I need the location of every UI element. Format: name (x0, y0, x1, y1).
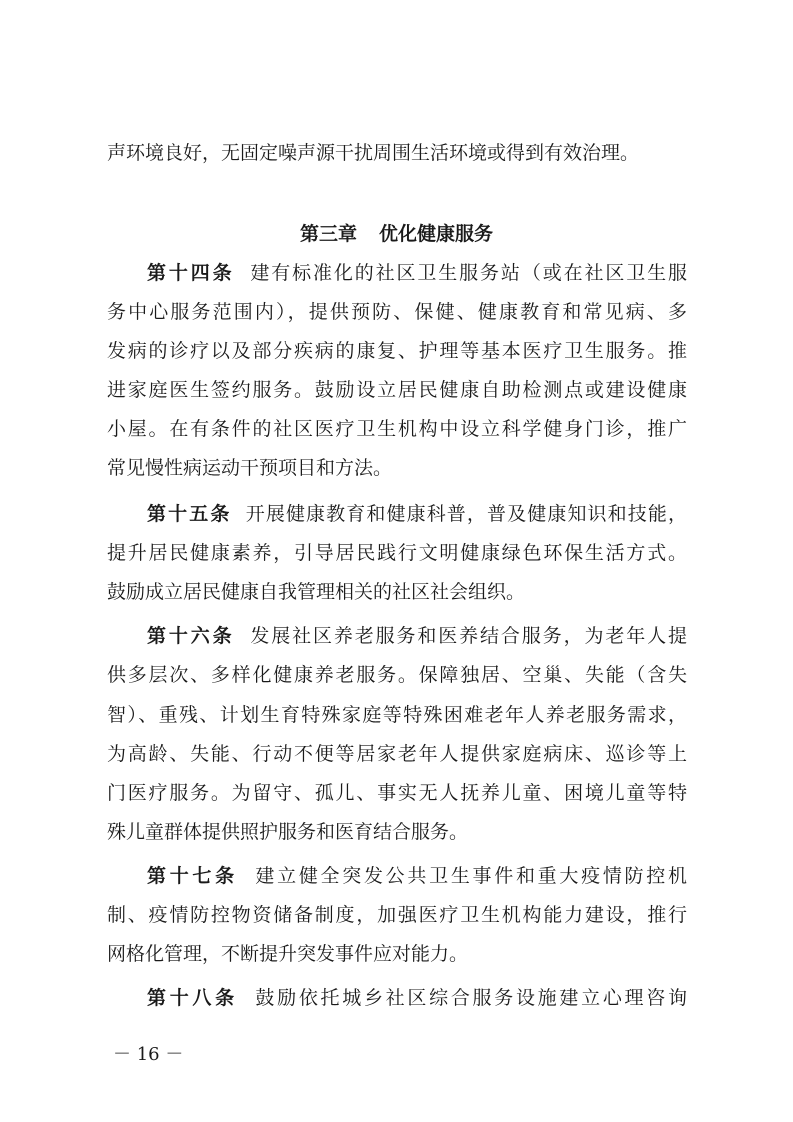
article-14-line-1 (147, 255, 687, 291)
article-15-line-3: 鼓励成立居民健康自我管理相关的社区社会组织。 (107, 581, 526, 603)
paragraph-continuation: 声环境良好，无固定噪声源干扰周围生活环境或得到有效治理。 (107, 142, 640, 164)
article-number: 第十八条 (147, 987, 238, 1009)
article-number: 第十四条 (147, 262, 235, 284)
article-text: 发展社区养老服务和医养结合服务，为老年人提 (250, 625, 687, 647)
article-14-line-5: 小屋。在有条件的社区医疗卫生机构中设立科学健身门诊，推广 (107, 418, 687, 440)
article-text: 开展健康教育和健康科普，普及健康知识和技能， (245, 503, 687, 525)
chapter-number: 第三章 (299, 223, 357, 245)
article-17-line-1 (147, 858, 687, 894)
article-17-line-3: 网格化管理，不断提升突发事件应对能力。 (107, 943, 469, 965)
article-16-line-6: 殊儿童群体提供照护服务和医育结合服务。 (107, 821, 469, 843)
chapter-title: 优化健康服务 (379, 223, 494, 245)
article-17-line-2: 制、疫情防控物资储备制度，加强医疗卫生机构能力建设，推行 (107, 904, 687, 926)
article-14-line-3: 发病的诊疗以及部分疾病的康复、护理等基本医疗卫生服务。推 (107, 340, 687, 362)
article-15-line-2: 提升居民健康素养，引导居民践行文明健康绿色环保生活方式。 (107, 542, 687, 564)
article-14-line-2: 务中心服务范围内），提供预防、保健、健康教育和常见病、多 (107, 301, 687, 323)
article-number: 第十六条 (147, 625, 235, 647)
article-18-line-1 (147, 980, 687, 1016)
article-number: 第十七条 (147, 865, 238, 887)
article-14-line-6: 常见慢性病运动干预项目和方法。 (107, 457, 393, 479)
article-16-line-1 (147, 618, 687, 654)
article-text: 建立健全突发公共卫生事件和重大疫情防控机 (255, 865, 687, 887)
article-16-line-2: 供多层次、多样化健康养老服务。保障独居、空巢、失能（含失 (107, 664, 687, 686)
article-16-line-3: 智）、重残、计划生育特殊家庭等特殊困难老年人养老服务需求， (107, 704, 687, 726)
article-text: 建有标准化的社区卫生服务站（或在社区卫生服 (250, 262, 687, 284)
article-14-line-4: 进家庭医生签约服务。鼓励设立居民健康自助检测点或建设健康 (107, 379, 687, 401)
article-number: 第十五条 (147, 503, 232, 525)
article-15-line-1 (147, 496, 687, 532)
chapter-heading (0, 216, 793, 252)
article-text: 鼓励依托城乡社区综合服务设施建立心理咨询 (255, 987, 687, 1009)
article-16-line-4: 为高龄、失能、行动不便等居家老年人提供家庭病床、巡诊等上 (107, 743, 687, 765)
article-16-line-5: 门医疗服务。为留守、孤儿、事实无人抚养儿童、困境儿童等特 (107, 782, 687, 804)
page-number: － 16 － (113, 1044, 184, 1065)
